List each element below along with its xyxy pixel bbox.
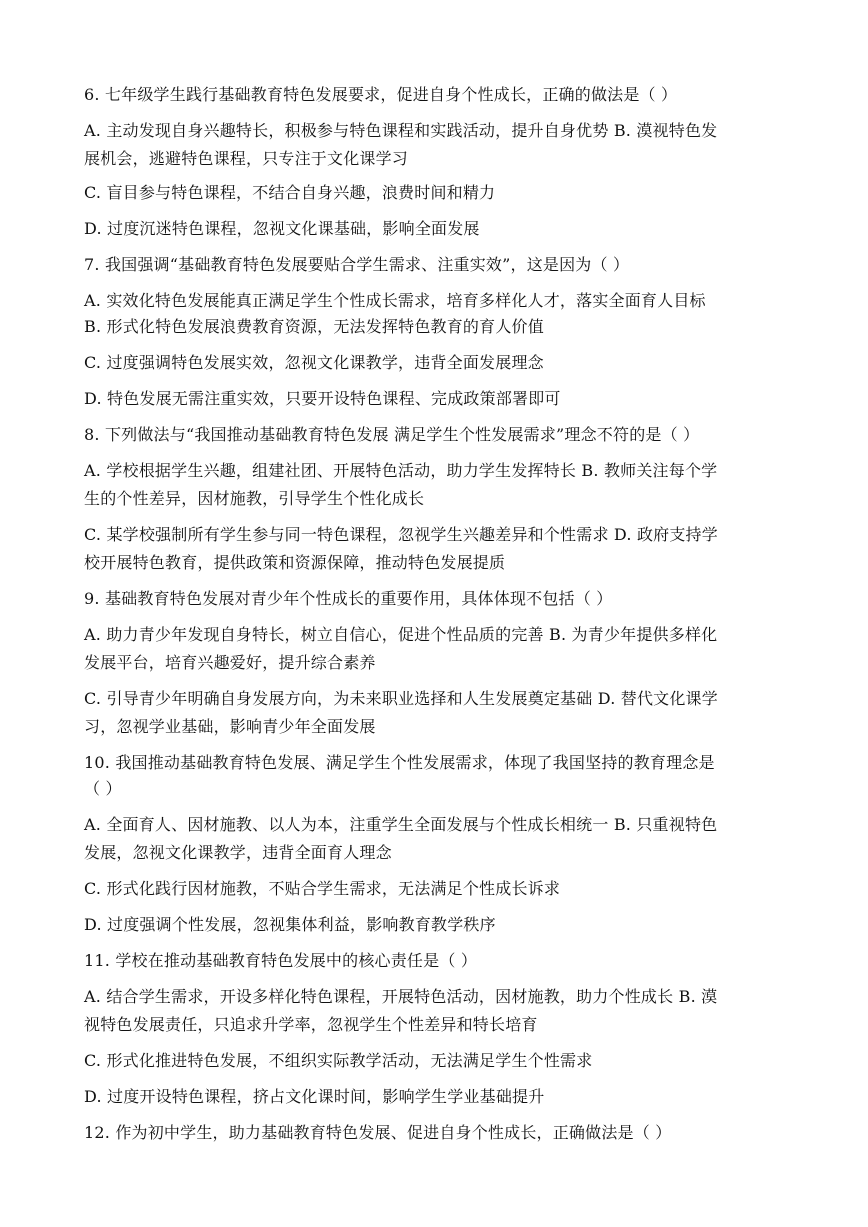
question-10-option-b-continued: 发展，忽视文化课教学，违背全面育人理念 xyxy=(84,843,392,862)
question-12-stem: 12. 作为初中学生，助力基础教育特色发展、促进自身个性成长，正确做法是（ ） xyxy=(84,1123,672,1142)
question-9-option-b-continued: 发展平台，培育兴趣爱好，提升综合素养 xyxy=(84,653,376,672)
question-11-option-d: D. 过度开设特色课程，挤占文化课时间，影响学生学业基础提升 xyxy=(84,1087,545,1106)
question-11-option-c: C. 形式化推进特色发展，不组织实际教学活动，无法满足学生个性需求 xyxy=(84,1051,593,1070)
question-10-stem: 10. 我国推动基础教育特色发展、满足学生个性发展需求，体现了我国坚持的教育理念是 xyxy=(84,753,715,772)
question-6-option-b-continued: 展机会，逃避特色课程，只专注于文化课学习 xyxy=(84,149,409,168)
question-10-option-d: D. 过度强调个性发展，忽视集体利益，影响教育教学秩序 xyxy=(84,915,496,934)
question-7-option-b: B. 形式化特色发展浪费教育资源，无法发挥特色教育的育人价值 xyxy=(84,317,544,336)
question-9-option-a-b: A. 助力青少年发现自身特长，树立自信心，促进个性品质的完善 B. 为青少年提供多样化 xyxy=(84,625,718,644)
question-6-stem: 6. 七年级学生践行基础教育特色发展要求，促进自身个性成长，正确的做法是（ ） xyxy=(84,85,678,104)
question-10-blank: （ ） xyxy=(84,779,122,798)
question-7-option-d: D. 特色发展无需注重实效，只要开设特色课程、完成政策部署即可 xyxy=(84,389,561,408)
question-9-option-d-continued: 习，忽视学业基础，影响青少年全面发展 xyxy=(84,717,376,736)
question-7-option-c: C. 过度强调特色发展实效，忽视文化课教学，违背全面发展理念 xyxy=(84,353,544,372)
question-11-stem: 11. 学校在推动基础教育特色发展中的核心责任是（ ） xyxy=(84,951,478,970)
question-8-option-d-continued: 校开展特色教育，提供政策和资源保障，推动特色发展提质 xyxy=(84,553,506,572)
question-8-stem: 8. 下列做法与“我国推动基础教育特色发展 满足学生个性发展需求”理念不符的是（ ） xyxy=(84,425,700,444)
question-6-option-c: C. 盲目参与特色课程，不结合自身兴趣，浪费时间和精力 xyxy=(84,183,496,202)
question-10-option-c: C. 形式化践行因材施教，不贴合学生需求，无法满足个性成长诉求 xyxy=(84,879,561,898)
question-6-option-d: D. 过度沉迷特色课程，忽视文化课基础，影响全面发展 xyxy=(84,219,480,238)
question-11-option-a-b: A. 结合学生需求，开设多样化特色课程，开展特色活动，因材施教，助力个性成长 B. 漠 xyxy=(84,987,718,1006)
question-7-option-a: A. 实效化特色发展能真正满足学生个性成长需求，培育多样化人才，落实全面育人目标 xyxy=(84,291,706,310)
question-8-option-c-d: C. 某学校强制所有学生参与同一特色课程，忽视学生兴趣差异和个性需求 D. 政府支持学 xyxy=(84,525,718,544)
question-8-option-a-b: A. 学校根据学生兴趣，组建社团、开展特色活动，助力学生发挥特长 B. 教师关注每个学 xyxy=(84,461,718,480)
question-7-stem: 7. 我国强调“基础教育特色发展要贴合学生需求、注重实效”，这是因为（ ） xyxy=(84,255,630,274)
question-10-option-a-b: A. 全面育人、因材施教、以人为本，注重学生全面发展与个性成长相统一 B. 只重视特色 xyxy=(84,815,718,834)
question-9-option-c-d: C. 引导青少年明确自身发展方向，为未来职业选择和人生发展奠定基础 D. 替代文化课学 xyxy=(84,689,718,708)
question-9-stem: 9. 基础教育特色发展对青少年个性成长的重要作用，具体体现不包括（ ） xyxy=(84,589,613,608)
question-8-option-b-continued: 生的个性差异，因材施教，引导学生个性化成长 xyxy=(84,489,425,508)
question-11-option-b-continued: 视特色发展责任，只追求升学率，忽视学生个性差异和特长培育 xyxy=(84,1015,538,1034)
question-6-option-a-b: A. 主动发现自身兴趣特长，积极参与特色课程和实践活动，提升自身优势 B. 漠视特色发 xyxy=(84,121,718,140)
